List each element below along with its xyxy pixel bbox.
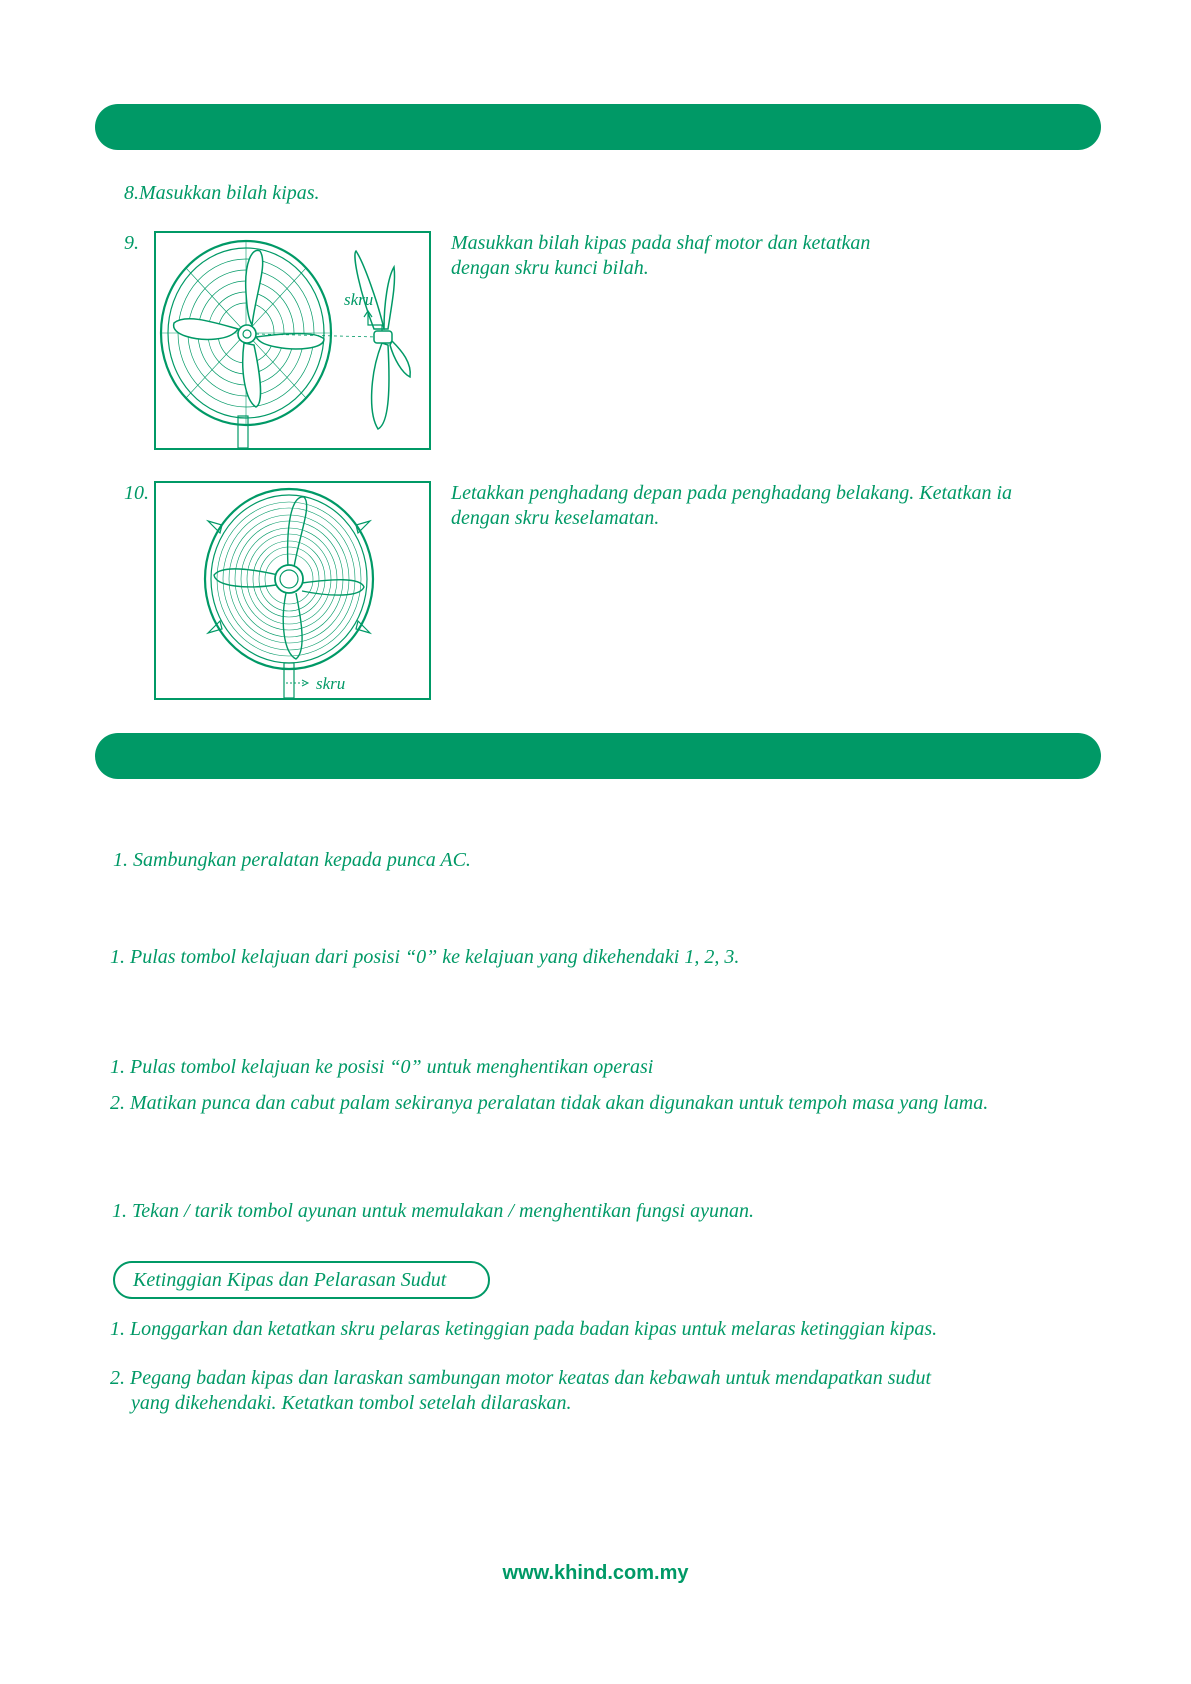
step-8-heading: 8.Masukkan bilah kipas. bbox=[124, 182, 320, 204]
connect-instruction: 1. Sambungkan peralatan kepada punca AC. bbox=[113, 849, 471, 871]
height-instruction-1: 1. Longgarkan dan ketatkan skru pelaras ketinggian pada badan kipas untuk melaras ketinggian kipas. bbox=[110, 1318, 938, 1340]
height-instruction-2-line1: 2. Pegang badan kipas dan laraskan sambungan motor keatas dan kebawah untuk mendapatkan sudut bbox=[110, 1367, 932, 1389]
height-instruction-2-line2: yang dikehendaki. Ketatkan tombol setelah dilaraskan. bbox=[131, 1392, 572, 1414]
step-10-text-line2: dengan skru keselamatan. bbox=[451, 507, 660, 529]
fig10-screw-label: skru bbox=[316, 674, 346, 693]
fan-blade-illustration bbox=[156, 233, 429, 448]
step-9-text-line1: Masukkan bilah kipas pada shaf motor dan ketatkan bbox=[451, 232, 871, 254]
fig9-screw-label: skru bbox=[344, 290, 374, 309]
stop-instruction-2: 2. Matikan punca dan cabut palam sekiranya peralatan tidak akan digunakan untuk tempoh masa yang lama. bbox=[110, 1092, 989, 1114]
figure-attach-blade bbox=[154, 231, 431, 450]
step-10-number: 10. bbox=[124, 482, 149, 504]
step-9-text-line2: dengan skru kunci bilah. bbox=[451, 257, 649, 279]
section-header-band-top bbox=[95, 104, 1101, 150]
height-angle-title-pill: Ketinggian Kipas dan Pelarasan Sudut bbox=[113, 1261, 490, 1299]
figure-attach-guard bbox=[154, 481, 431, 700]
footer-website-url: www.khind.com.my bbox=[502, 1562, 689, 1584]
oscillation-instruction: 1. Tekan / tarik tombol ayunan untuk memulakan / menghentikan fungsi ayunan. bbox=[112, 1200, 754, 1222]
fan-guard-illustration bbox=[156, 483, 429, 698]
stop-instruction-1: 1. Pulas tombol kelajuan ke posisi “0” untuk menghentikan operasi bbox=[110, 1056, 654, 1078]
step-10-text-line1: Letakkan penghadang depan pada penghadang belakang. Ketatkan ia bbox=[451, 482, 1013, 504]
step-9-number: 9. bbox=[124, 232, 139, 254]
speed-instruction: 1. Pulas tombol kelajuan dari posisi “0” ke kelajuan yang dikehendaki 1, 2, 3. bbox=[110, 946, 740, 968]
section-header-band-operation bbox=[95, 733, 1101, 779]
